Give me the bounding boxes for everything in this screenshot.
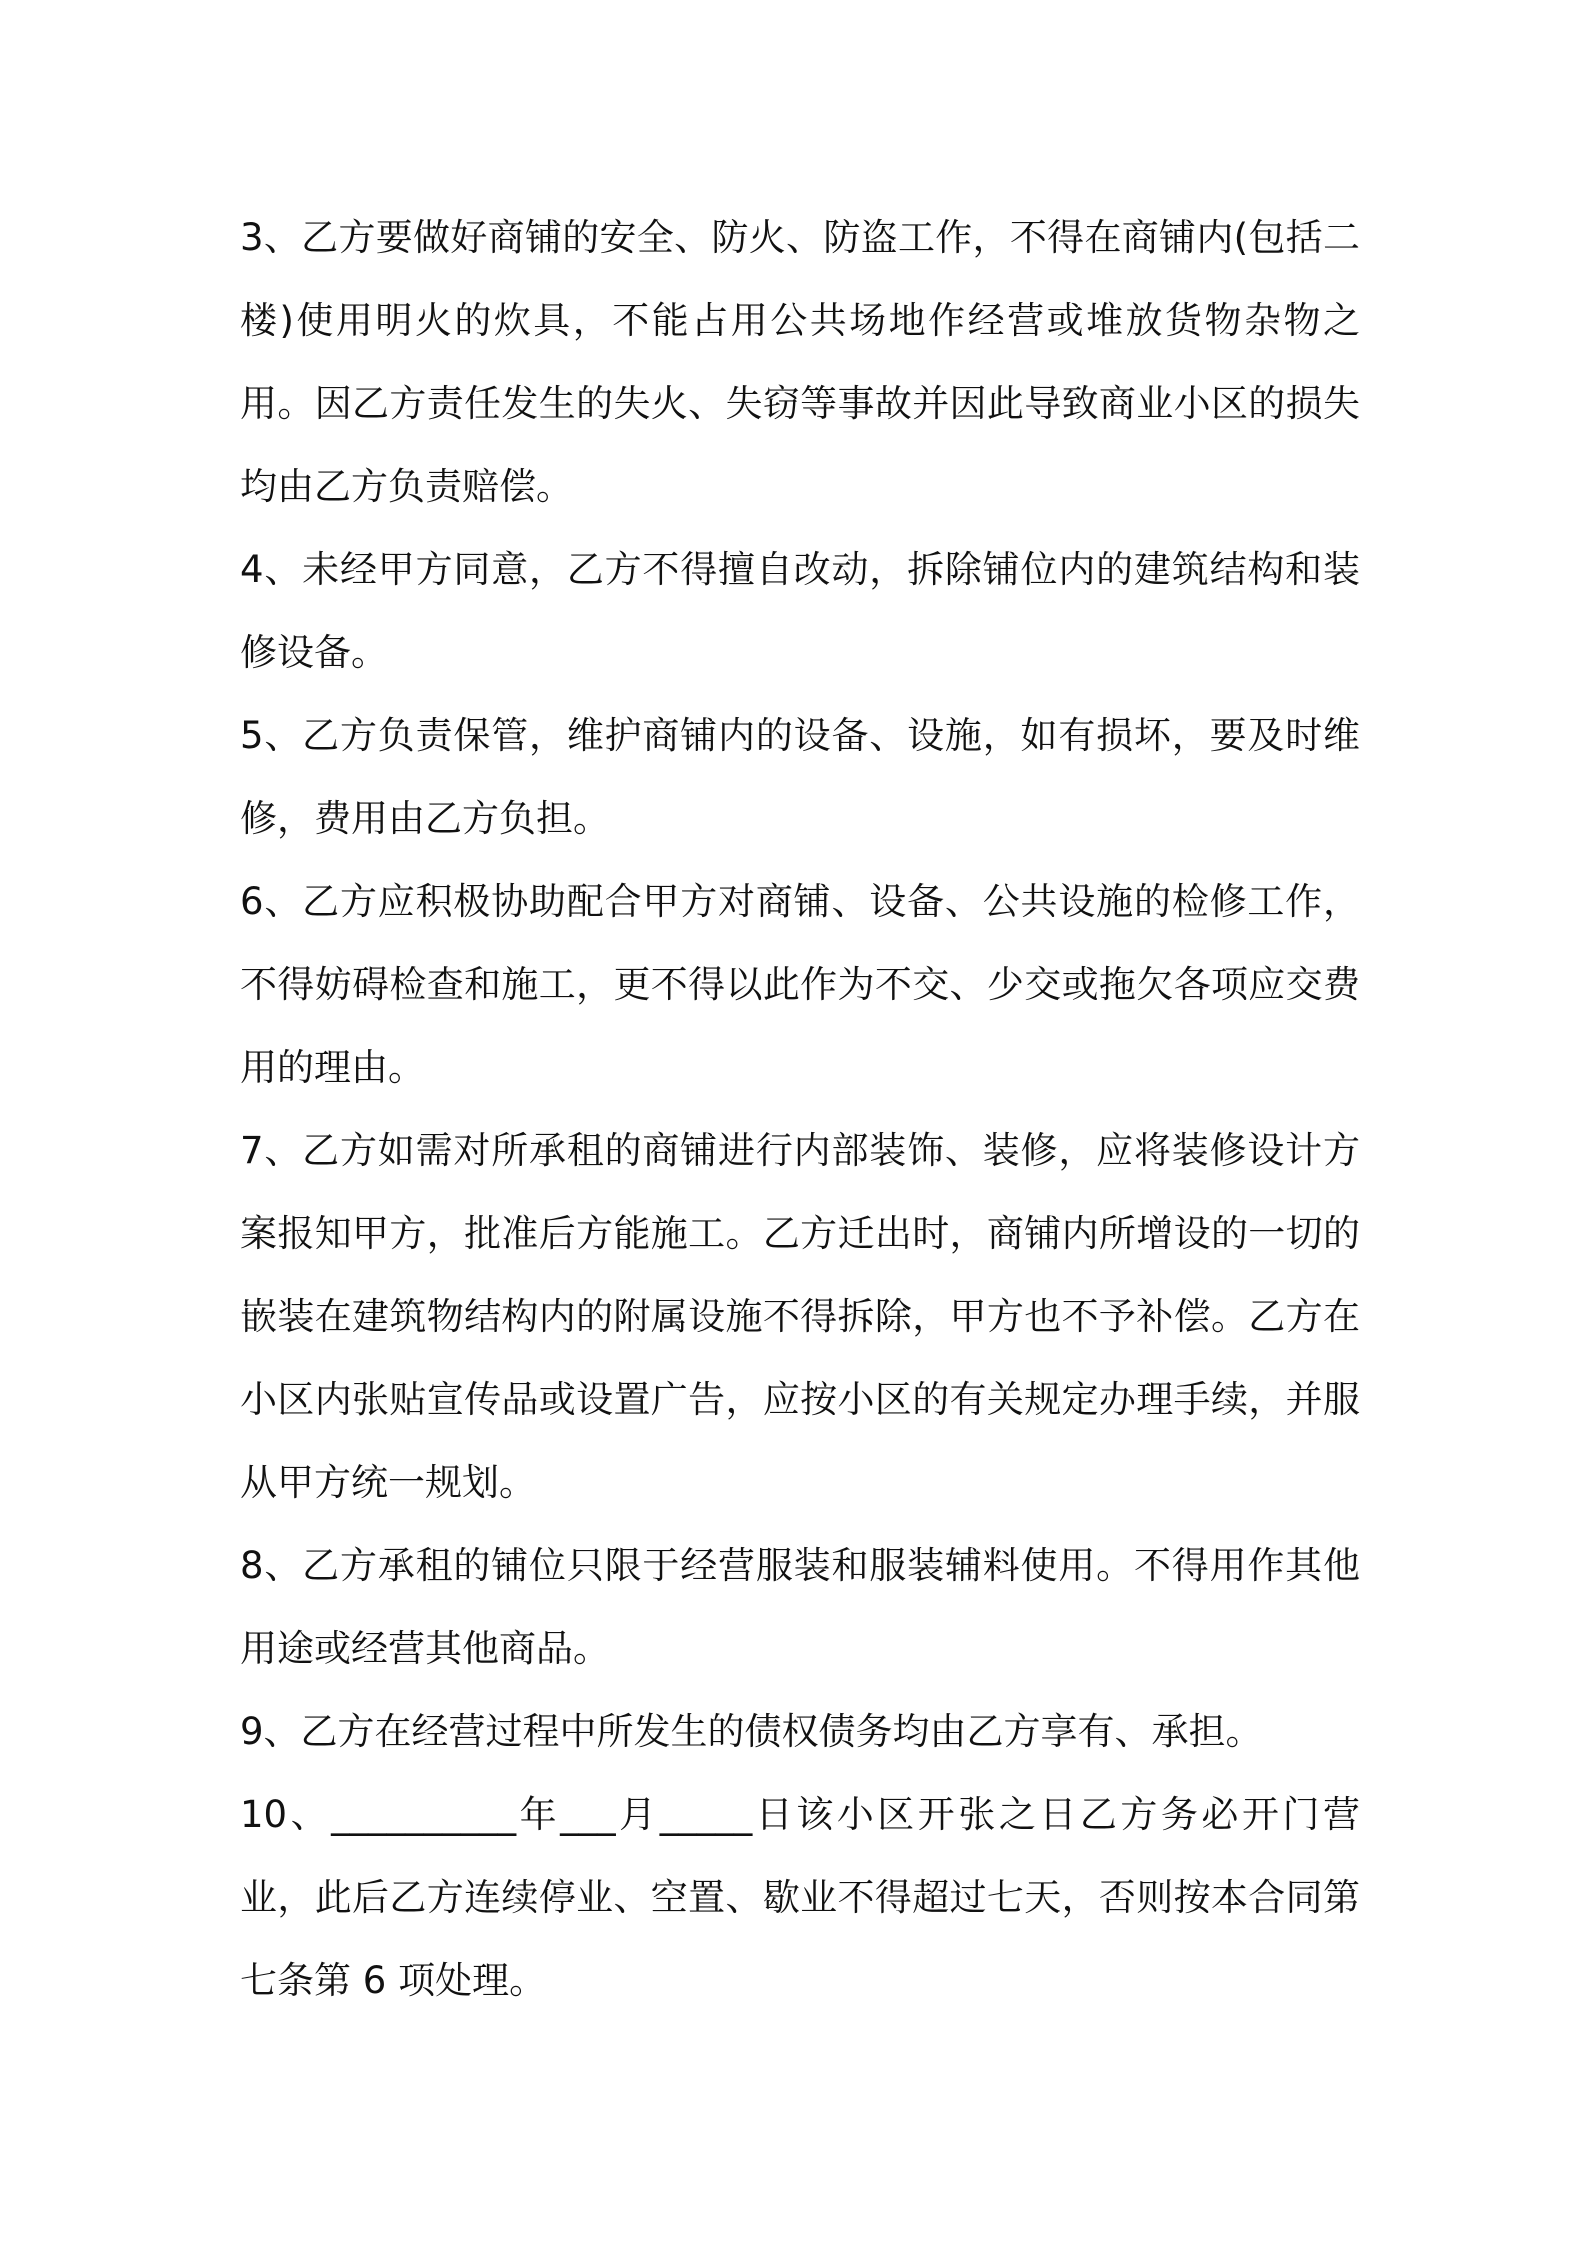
clause-8: 8、乙方承租的铺位只限于经营服装和服装辅料使用。不得用作其他用途或经营其他商品。: [240, 1544, 1360, 1670]
clause-9: 9、乙方在经营过程中所发生的债权债务均由乙方享有、承担。: [240, 1710, 1263, 1753]
clause-6: 6、乙方应积极协助配合甲方对商铺、设备、公共设施的检修工作，不得妨碍检查和施工，更不得以此作为不交、少交或拖欠各项应交费用的理由。: [240, 880, 1360, 1089]
clause-10: 10、__________年___月_____日该小区开张之日乙方务必开门营业，此后乙方连续停业、空置、歇业不得超过七天，否则按本合同第七条第 6 项处理。: [240, 1793, 1360, 2002]
clause-4: 4、未经甲方同意，乙方不得擅自改动，拆除铺位内的建筑结构和装修设备。: [240, 548, 1360, 674]
clause-5: 5、乙方负责保管，维护商铺内的设备、设施，如有损坏，要及时维修，费用由乙方负担。: [240, 714, 1360, 840]
clause-7: 7、乙方如需对所承租的商铺进行内部装饰、装修，应将装修设计方案报知甲方，批准后方能施工。乙方迁出时，商铺内所增设的一切的嵌装在建筑物结构内的附属设施不得拆除，甲方也不予补偿。乙方在小区内张贴宣传品或设置广告，应按小区的有关规定办理手续，并服从甲方统一规划。: [240, 1129, 1360, 1504]
document-page: [240, 196, 1360, 2022]
clause-3: 3、乙方要做好商铺的安全、防火、防盗工作，不得在商铺内(包括二楼)使用明火的炊具，不能占用公共场地作经营或堆放货物杂物之用。因乙方责任发生的失火、失窃等事故并因此导致商业小区的损失均由乙方负责赔偿。: [240, 216, 1360, 508]
